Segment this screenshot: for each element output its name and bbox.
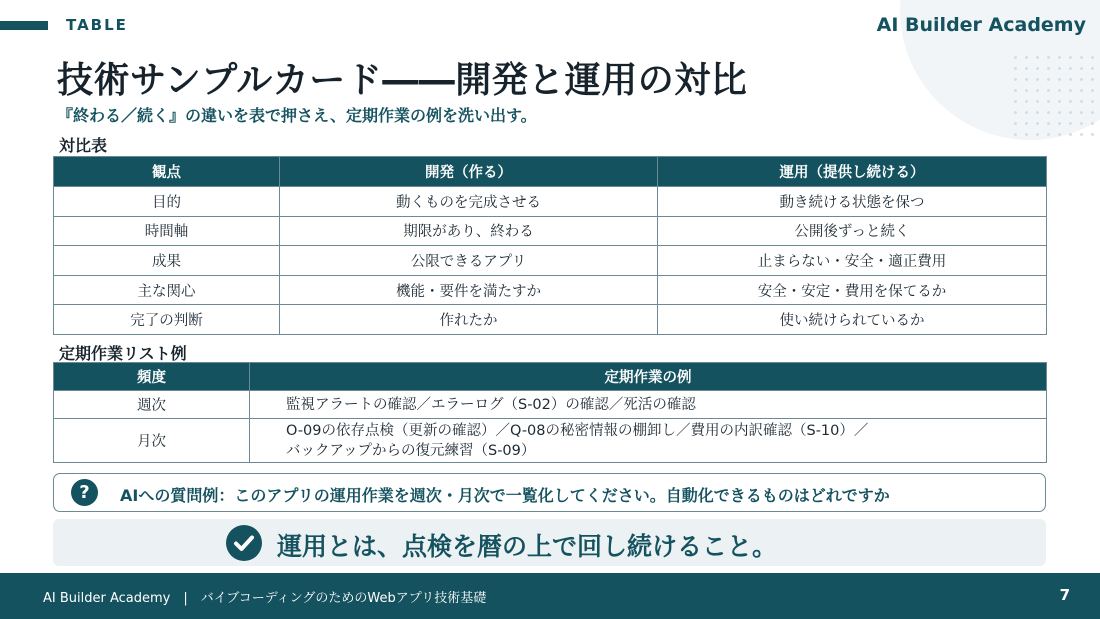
question-icon: ? bbox=[71, 479, 98, 506]
table-header-row bbox=[54, 157, 1047, 187]
header-task-examples: 定期作業の例 bbox=[250, 363, 1047, 391]
table-cell: 動き続ける状態を保つ bbox=[658, 187, 1047, 217]
ai-question-box bbox=[53, 473, 1046, 512]
task-cell bbox=[250, 419, 1047, 463]
table-row bbox=[54, 216, 1047, 246]
table-row bbox=[54, 187, 1047, 217]
summary-text: 運用とは、点検を暦の上で回し続けること。 bbox=[277, 532, 778, 561]
table-row bbox=[54, 305, 1047, 335]
table-row bbox=[54, 246, 1047, 276]
table-cell: 成果 bbox=[54, 246, 280, 276]
task-list-table bbox=[53, 362, 1047, 463]
ai-question-text: AIへの質問例：このアプリの運用作業を週次・月次で一覧化してください。自動化できるものはどれですか bbox=[120, 486, 890, 505]
task-line: 監視アラートの確認／エラーログ（S-02）の確認／死活の確認 bbox=[286, 396, 696, 413]
table-cell: 期限があり、終わる bbox=[280, 216, 658, 246]
table-cell: 公限できるアプリ bbox=[280, 246, 658, 276]
footer-course-title: AI Builder Academy | バイブコーディングのためのWebアプリ技術基礎 bbox=[43, 591, 487, 606]
check-circle-icon bbox=[226, 525, 262, 561]
summary-box bbox=[53, 519, 1046, 566]
decorative-dot-grid bbox=[1010, 52, 1100, 142]
table-cell: 使い続けられているか bbox=[658, 305, 1047, 335]
table-cell: 機能・要件を満たすか bbox=[280, 275, 658, 305]
tag-accent-bar bbox=[0, 21, 48, 30]
frequency-cell: 月次 bbox=[54, 419, 250, 463]
task-line: O-09の依存点検（更新の確認）／Q-08の秘密情報の棚卸し／費用の内訳確認（S-10）／ bbox=[286, 422, 869, 439]
header-perspective: 観点 bbox=[54, 157, 280, 187]
comparison-table-label: 対比表 bbox=[59, 136, 108, 155]
table-row bbox=[54, 391, 1047, 419]
page-title: 技術サンプルカード――開発と運用の対比 bbox=[57, 60, 748, 101]
table-row bbox=[54, 275, 1047, 305]
table-row bbox=[54, 419, 1047, 463]
table-cell: 公開後ずっと続く bbox=[658, 216, 1047, 246]
page-subtitle: 『終わる／続く』の違いを表で押さえ、定期作業の例を洗い出す。 bbox=[57, 106, 537, 125]
table-cell: 時間軸 bbox=[54, 216, 280, 246]
section-tag: TABLE bbox=[66, 16, 128, 34]
header-operation: 運用（提供し続ける） bbox=[658, 157, 1047, 187]
table-cell: 動くものを完成させる bbox=[280, 187, 658, 217]
comparison-table bbox=[53, 156, 1047, 335]
header-development: 開発（作る） bbox=[280, 157, 658, 187]
task-line: バックアップからの復元練習（S-09） bbox=[286, 442, 536, 459]
frequency-cell: 週次 bbox=[54, 391, 250, 419]
table-cell: 作れたか bbox=[280, 305, 658, 335]
table-cell: 目的 bbox=[54, 187, 280, 217]
task-cell bbox=[250, 391, 1047, 419]
brand-name: AI Builder Academy bbox=[876, 14, 1086, 36]
table-cell: 主な関心 bbox=[54, 275, 280, 305]
table-cell: 安全・安定・費用を保てるか bbox=[658, 275, 1047, 305]
header-frequency: 頻度 bbox=[54, 363, 250, 391]
table-cell: 止まらない・安全・適正費用 bbox=[658, 246, 1047, 276]
page-number: 7 bbox=[1059, 586, 1070, 604]
table-header-row bbox=[54, 363, 1047, 391]
task-list-label: 定期作業リスト例 bbox=[59, 344, 187, 363]
footer-bar bbox=[0, 573, 1100, 619]
table-cell: 完了の判断 bbox=[54, 305, 280, 335]
